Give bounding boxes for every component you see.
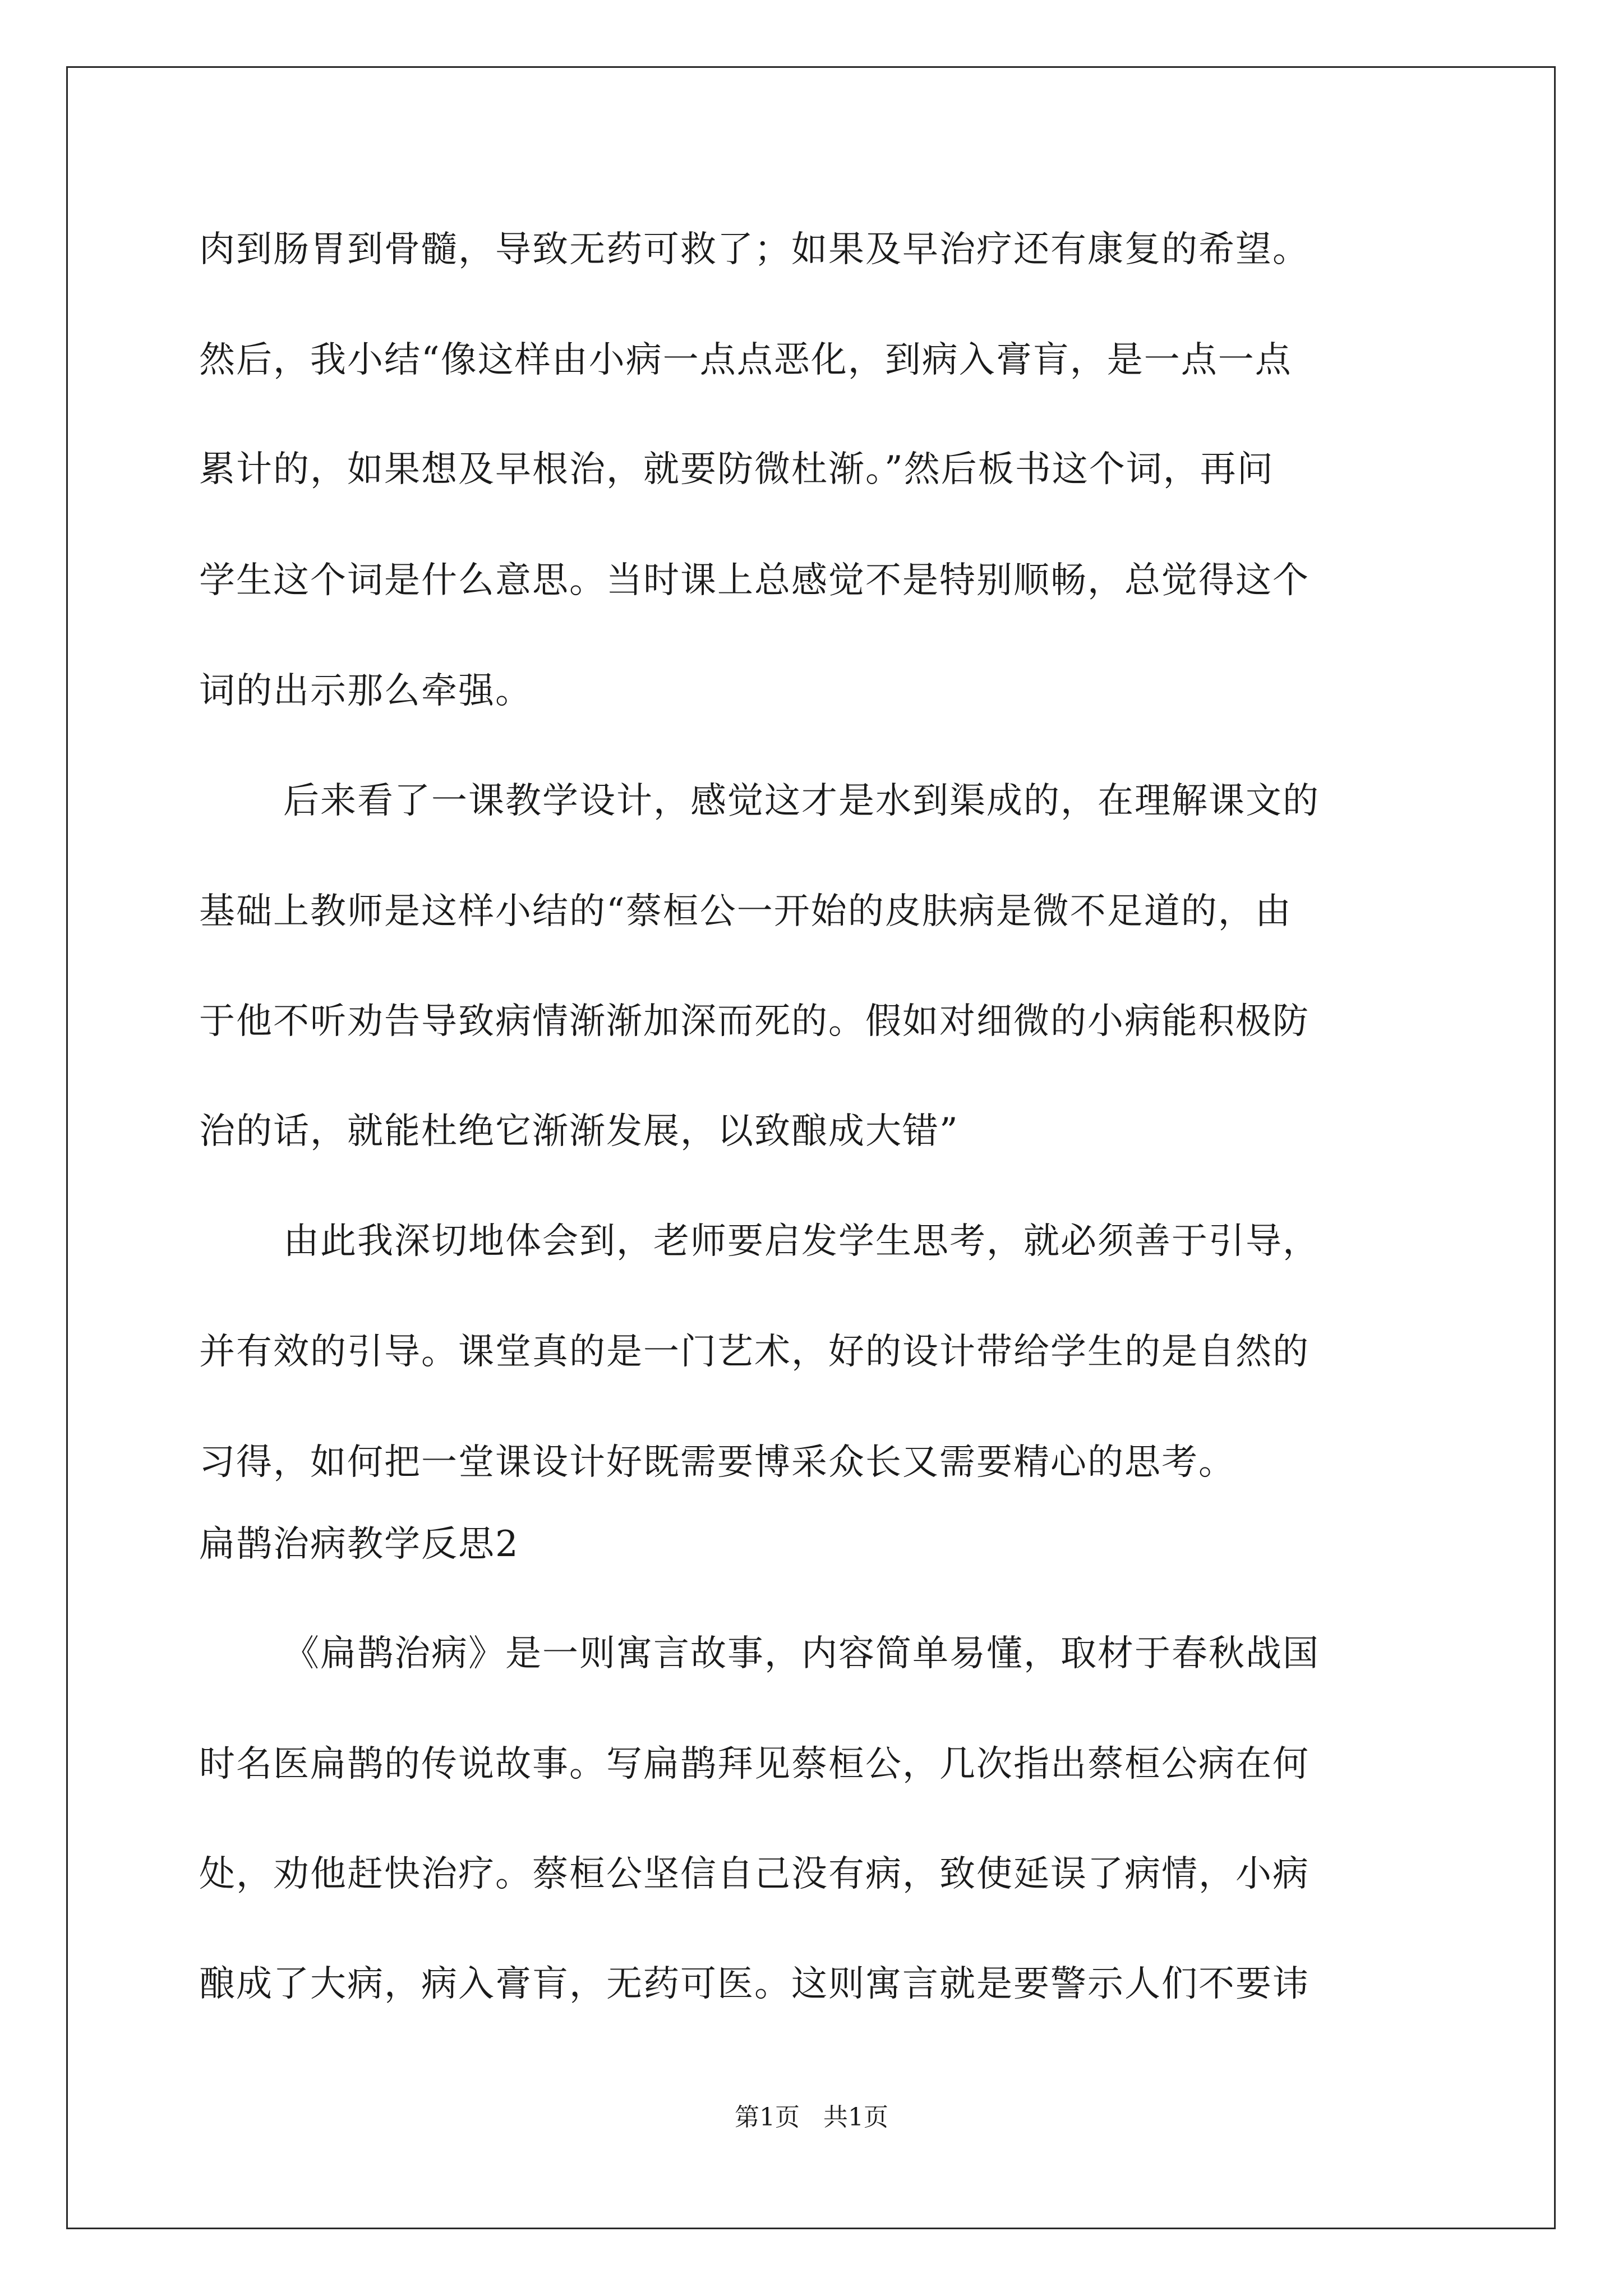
text-line-15: 时名医扁鹊的传说故事。写扁鹊拜见蔡桓公，几次指出蔡桓公病在何 (199, 1743, 1310, 1785)
text-line-4: 学生这个词是什么意思。当时课上总感觉不是特别顺畅，总觉得这个 (199, 560, 1310, 601)
text-line-16: 处，劝他赶快治疗。蔡桓公坚信自己没有病，致使延误了病情，小病 (199, 1853, 1310, 1895)
text-line-14: 《扁鹊治病》是一则寓言故事，内容简单易懂，取材于春秋战国 (283, 1633, 1320, 1674)
page-number-footer: 第1页 共1页 (735, 2103, 888, 2132)
section-heading: 扁鹊治病教学反思2 (199, 1524, 519, 1565)
text-line-11: 并有效的引导。课堂真的是一门艺术，好的设计带给学生的是自然的 (199, 1331, 1310, 1373)
text-line-12: 习得，如何把一堂课设计好既需要博采众长又需要精心的思考。 (199, 1442, 1235, 1483)
text-line-5: 词的出示那么牵强。 (199, 670, 532, 712)
text-line-9: 治的话，就能杜绝它渐渐发展，以致酿成大错” (199, 1111, 959, 1152)
text-line-8: 于他不听劝告导致病情渐渐加深而死的。假如对细微的小病能积极防 (199, 1001, 1310, 1042)
text-line-3: 累计的，如果想及早根治，就要防微杜渐。”然后板书这个词，再问 (199, 449, 1274, 490)
text-line-1: 肉到肠胃到骨髓，导致无药可救了；如果及早治疗还有康复的希望。 (199, 229, 1310, 270)
text-line-2: 然后，我小结“像这样由小病一点点恶化，到病入膏肓，是一点一点 (199, 339, 1292, 381)
text-line-10: 由此我深切地体会到，老师要启发学生思考，就必须善于引导， (283, 1221, 1320, 1262)
text-line-7: 基础上教师是这样小结的“蔡桓公一开始的皮肤病是微不足道的，由 (199, 891, 1292, 932)
text-line-17: 酿成了大病，病入膏肓，无药可医。这则寓言就是要警示人们不要讳 (199, 1963, 1310, 2005)
text-line-6: 后来看了一课教学设计，感觉这才是水到渠成的，在理解课文的 (283, 780, 1320, 822)
